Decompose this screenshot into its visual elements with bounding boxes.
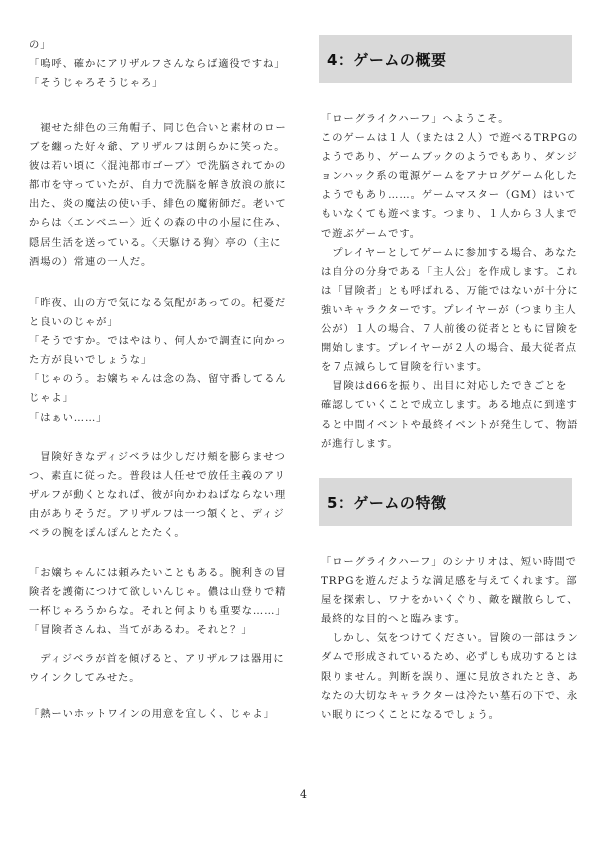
text-line: 「そうですか。ではやはり、何人かで調査に向かっ	[29, 335, 287, 348]
text-line: 「ローグライクハーフ」のシナリオは、短い時間で	[321, 556, 577, 568]
text-line: 冒険はd66を振り、出目に対応したできごとを	[321, 380, 568, 393]
text-line: は「冒険者」とも呼ばれる、万能ではないが十分に	[321, 284, 579, 297]
section-paragraph	[321, 110, 579, 454]
text-line: は自分の分身である「主人公」を作成します。これ	[321, 265, 578, 278]
text-line: 隠居生活を送っている。〈天駆ける狗〉亭の（主に	[29, 236, 282, 249]
text-line: ウインクしてみせた。	[29, 672, 141, 685]
story-paragraph	[29, 119, 287, 272]
text-line: 出た、炎の魔法の使い手、緋色の魔術師だ。老いて	[29, 198, 287, 211]
text-line: た方が良いでしょうな」	[29, 354, 153, 367]
section-heading-box	[319, 35, 572, 83]
story-paragraph	[29, 448, 286, 543]
section-heading: 4：ゲームの概要	[327, 51, 447, 69]
text-line: なたの大切なキャラクターは冷たい墓石の下で、永	[321, 689, 579, 702]
text-line: プレイヤーとしてゲームに参加する場合、あなた	[321, 246, 578, 259]
story-paragraph	[29, 564, 287, 640]
text-line: TRPGを遊んだような満足感を与えてくれます。部	[321, 575, 578, 588]
story-paragraph	[29, 705, 275, 724]
text-line: が進行します。	[321, 437, 399, 450]
text-line: ョンハック系の電源ゲームをアナログゲーム化した	[321, 170, 578, 183]
text-line: 屋を探索し、ワナをかいくぐり、敵を蹴散らして、	[321, 594, 579, 607]
text-line: ブを纏った好々爺、アリザルフは朗らかに笑った。	[29, 141, 286, 154]
text-line: 「冒険者さんね、当てがあるわ。それと？」	[29, 624, 253, 637]
text-line: しかし、気をつけてください。冒険の一部はラン	[321, 632, 579, 645]
text-line: 彼は若い頃に〈混沌都市ゴーブ〉で洗脳されてかの	[29, 160, 287, 173]
page-number: 4	[300, 788, 307, 801]
text-line: 「じゃのう。お嬢ちゃんは念の為、留守番してるん	[29, 373, 287, 386]
section-paragraph	[321, 553, 579, 725]
text-line: このゲームは１人（または２人）で遊べるTRPGの	[321, 132, 579, 145]
story-paragraph	[29, 36, 285, 93]
text-line: 確認していくことで成立します。ある地点に到達す	[321, 399, 578, 412]
text-line: 都市を守っていたが、自力で洗脳を解き放浪の旅に	[29, 179, 287, 192]
text-line: 「熱ーいホットワインの用意を宜しく、じゃよ」	[29, 708, 275, 720]
text-line: 一杯じゃろうからな。それと何よりも重要な……」	[29, 605, 287, 618]
story-paragraph	[29, 294, 287, 428]
story-paragraph	[29, 650, 285, 688]
text-line: 「ローグライクハーフ」へようこそ。	[321, 113, 510, 125]
text-line: 「昨夜、山の方で気になる気配があっての。杞憂だ	[29, 297, 287, 309]
text-line: 「はぁい……」	[29, 411, 108, 424]
text-line: つ、素直に従った。普段は人任せで放任主義のアリ	[29, 470, 286, 483]
text-line: の」	[29, 39, 52, 51]
text-line: じゃよ」	[29, 392, 74, 405]
section-heading-box	[319, 478, 572, 526]
text-line: ダムで形成されているため、必ずしも成功するとは	[321, 651, 579, 664]
text-line: 「お嬢ちゃんには頼みたいこともある。腕利きの冒	[29, 567, 287, 579]
text-line: 「嗚呼、確かにアリザルフさんならば適役ですね」	[29, 58, 286, 71]
text-line: からは〈エンベニー〉近くの森の中の小屋に住み、	[29, 217, 288, 230]
text-line: ディジベラが首を傾げると、アリザルフは器用に	[29, 653, 285, 665]
text-line: い眠りにつくことになるでしょう。	[321, 708, 500, 721]
text-line: 険者を護衛につけて欲しいんじゃ。儂は山登りで精	[29, 586, 287, 599]
text-line: 酒場の）常連の一人だ。	[29, 255, 153, 268]
text-line: ようでもあり……。ゲームマスター（GM）はいて	[321, 189, 577, 202]
text-line: ザルフが動くとなれば、彼が向かわねばならない理	[29, 489, 287, 502]
text-line: 冒険好きなディジベラは少しだけ頬を膨らませつ	[29, 451, 286, 463]
text-line: で遊ぶゲームです。	[321, 227, 421, 240]
text-line: 強いキャラクターです。プレイヤーが（つまり主人	[321, 303, 577, 316]
text-line: 開始します。プレイヤーが２人の場合、最大従者点	[321, 342, 577, 355]
section-heading: 5：ゲームの特徴	[327, 494, 447, 512]
text-line: 最終的な目的へと臨みます。	[321, 613, 466, 626]
text-line: もいなくても遊べます。つまり、１人から３人まで	[321, 208, 578, 221]
text-line: ようであり、ゲームブックのようでもあり、ダンジ	[321, 151, 578, 164]
text-line: 公が）１人の場合、７人前後の従者とともに冒険を	[321, 323, 579, 336]
text-line: と良いのじゃが」	[29, 316, 119, 329]
text-line: 「そうじゃろそうじゃろ」	[29, 77, 164, 90]
text-line: ると中間イベントや最終イベントが発生して、物語	[321, 418, 579, 431]
text-line: を７点減らして冒険を行います。	[321, 361, 489, 374]
text-line: 由がありそうだ。アリザルフは一つ頷くと、ディジ	[29, 508, 285, 521]
text-line: ベラの腕をぽんぽんとたたく。	[29, 527, 186, 540]
text-line: 限りません。判断を誤り、運に見放されたとき、あ	[321, 670, 579, 683]
text-line: 褪せた緋色の三角帽子、同じ色合いと素材のロー	[29, 122, 287, 134]
